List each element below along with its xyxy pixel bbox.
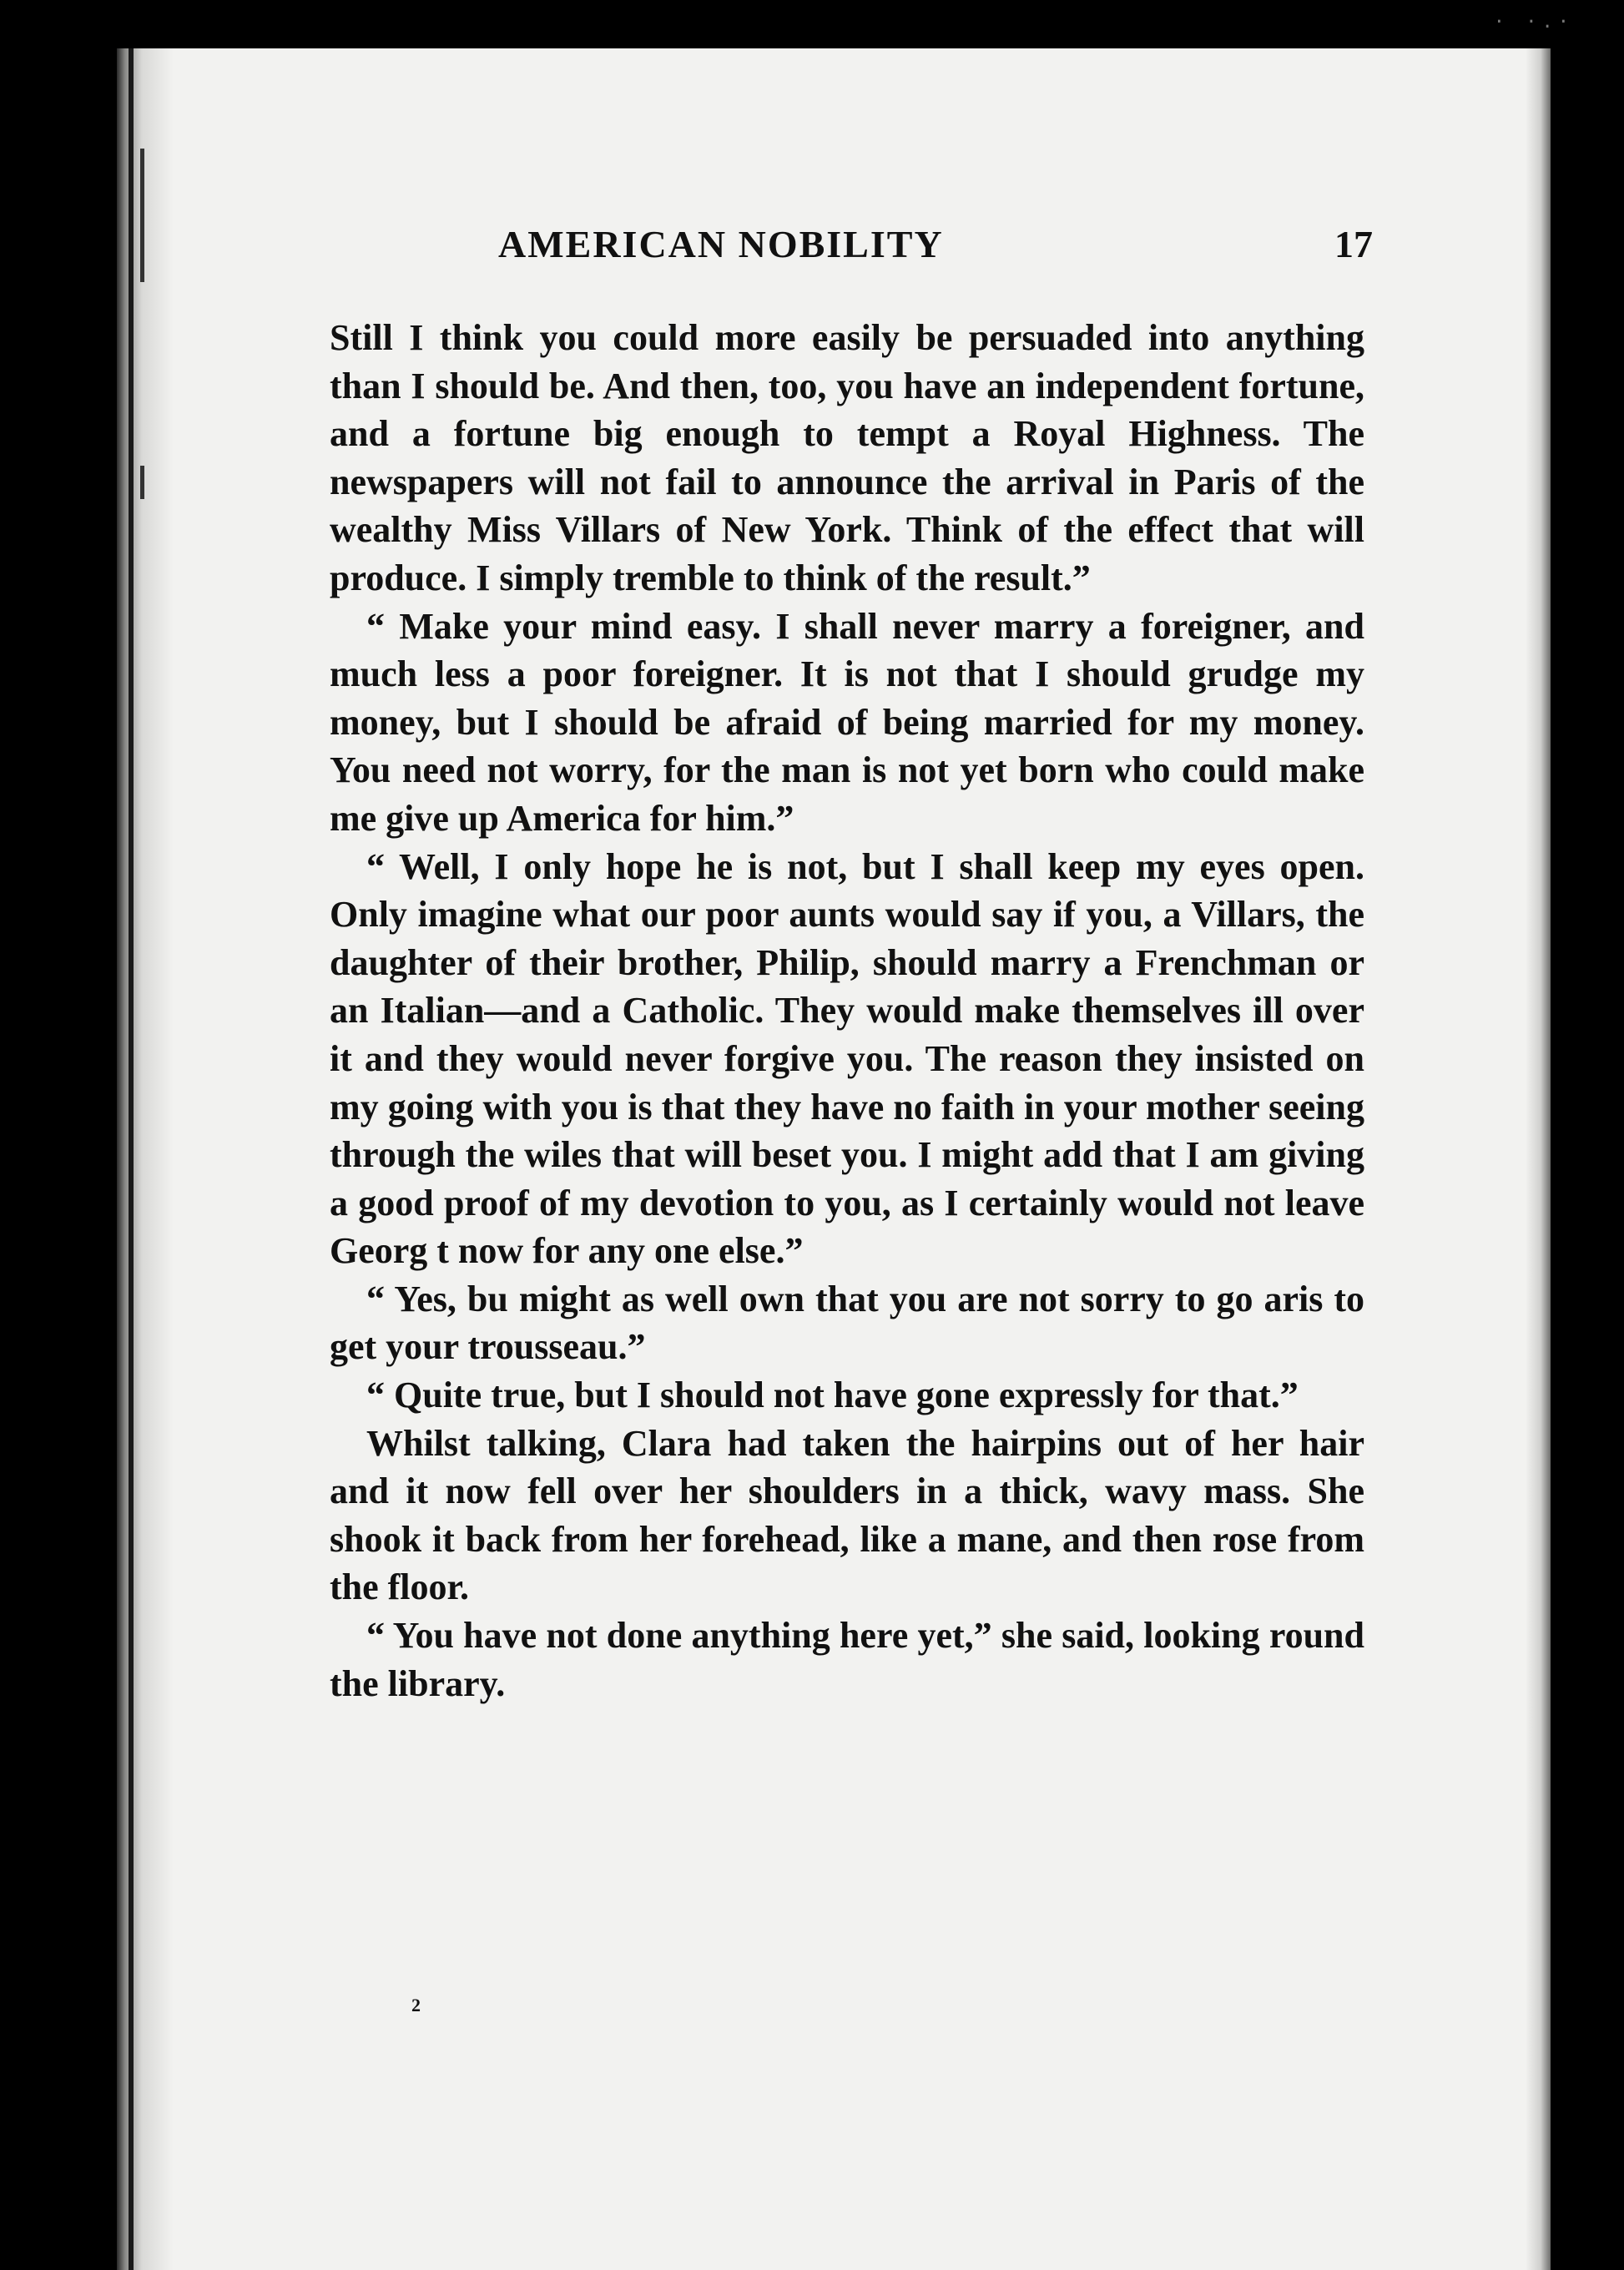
paragraph: “ Quite true, but I should not have gone expressly for that.”	[366, 1375, 1299, 1416]
paragraph: “ Yes, bu might as well own that you are not sorry to go aris to get your trousseau.”	[330, 1278, 1364, 1368]
paragraph: Still I think you could more easily be persuaded into anything than I should be. And then, too, you have an independent fortune, and a fortune big enough to tempt a Royal Highness. The newspapers will not fail to announce the arrival in Paris of the wealthy Miss Villars of New York. Think of the effect that will produce. I simply tremble to think of the result.”	[330, 317, 1364, 598]
paragraph: “ Make your mind easy. I shall never marry a foreigner, and much less a poor foreigner. It is not that I should grudge my money, but I should be afraid of being married for my money. You need not worry, for the man is not yet born who could make me give up America for him.”	[330, 605, 1364, 839]
binding-edge	[129, 48, 134, 2270]
paragraph: “ You have not done anything here yet,” she said, looking round the library.	[330, 1615, 1364, 1704]
film-speckle: · ·.·	[1493, 12, 1574, 33]
edge-mark	[140, 149, 144, 282]
body-text	[330, 314, 1364, 1708]
page-number: 17	[1334, 223, 1373, 265]
signature-mark: 2	[411, 1995, 421, 2015]
page-header	[498, 222, 1373, 275]
running-head: AMERICAN NOBILITY	[498, 223, 944, 265]
paragraph: “ Well, I only hope he is not, but I shall keep my eyes open. Only imagine what our poor aunts would say if you, a Villars, the daughter of their brother, Philip, should marry a Frenchman or an Italian—and a Catholic. They would make themselves ill over it and they would never forgive you. The reason they insisted on my going with you is that they have no faith in your mother seeing through the wiles that will beset you. I might add that I am giving a good proof of my devotion to you, as I certainly would not leave Georg t now for any one else.”	[330, 845, 1364, 1272]
edge-mark	[140, 466, 144, 499]
paragraph: Whilst talking, Clara had taken the hairpins out of her hair and it now fell over her shoulders in a thick, wavy mass. She shook it back from her forehead, like a mane, and then rose from the floor.	[330, 1422, 1364, 1608]
page-right-edge	[1526, 48, 1551, 2270]
page-gutter	[117, 48, 174, 2270]
